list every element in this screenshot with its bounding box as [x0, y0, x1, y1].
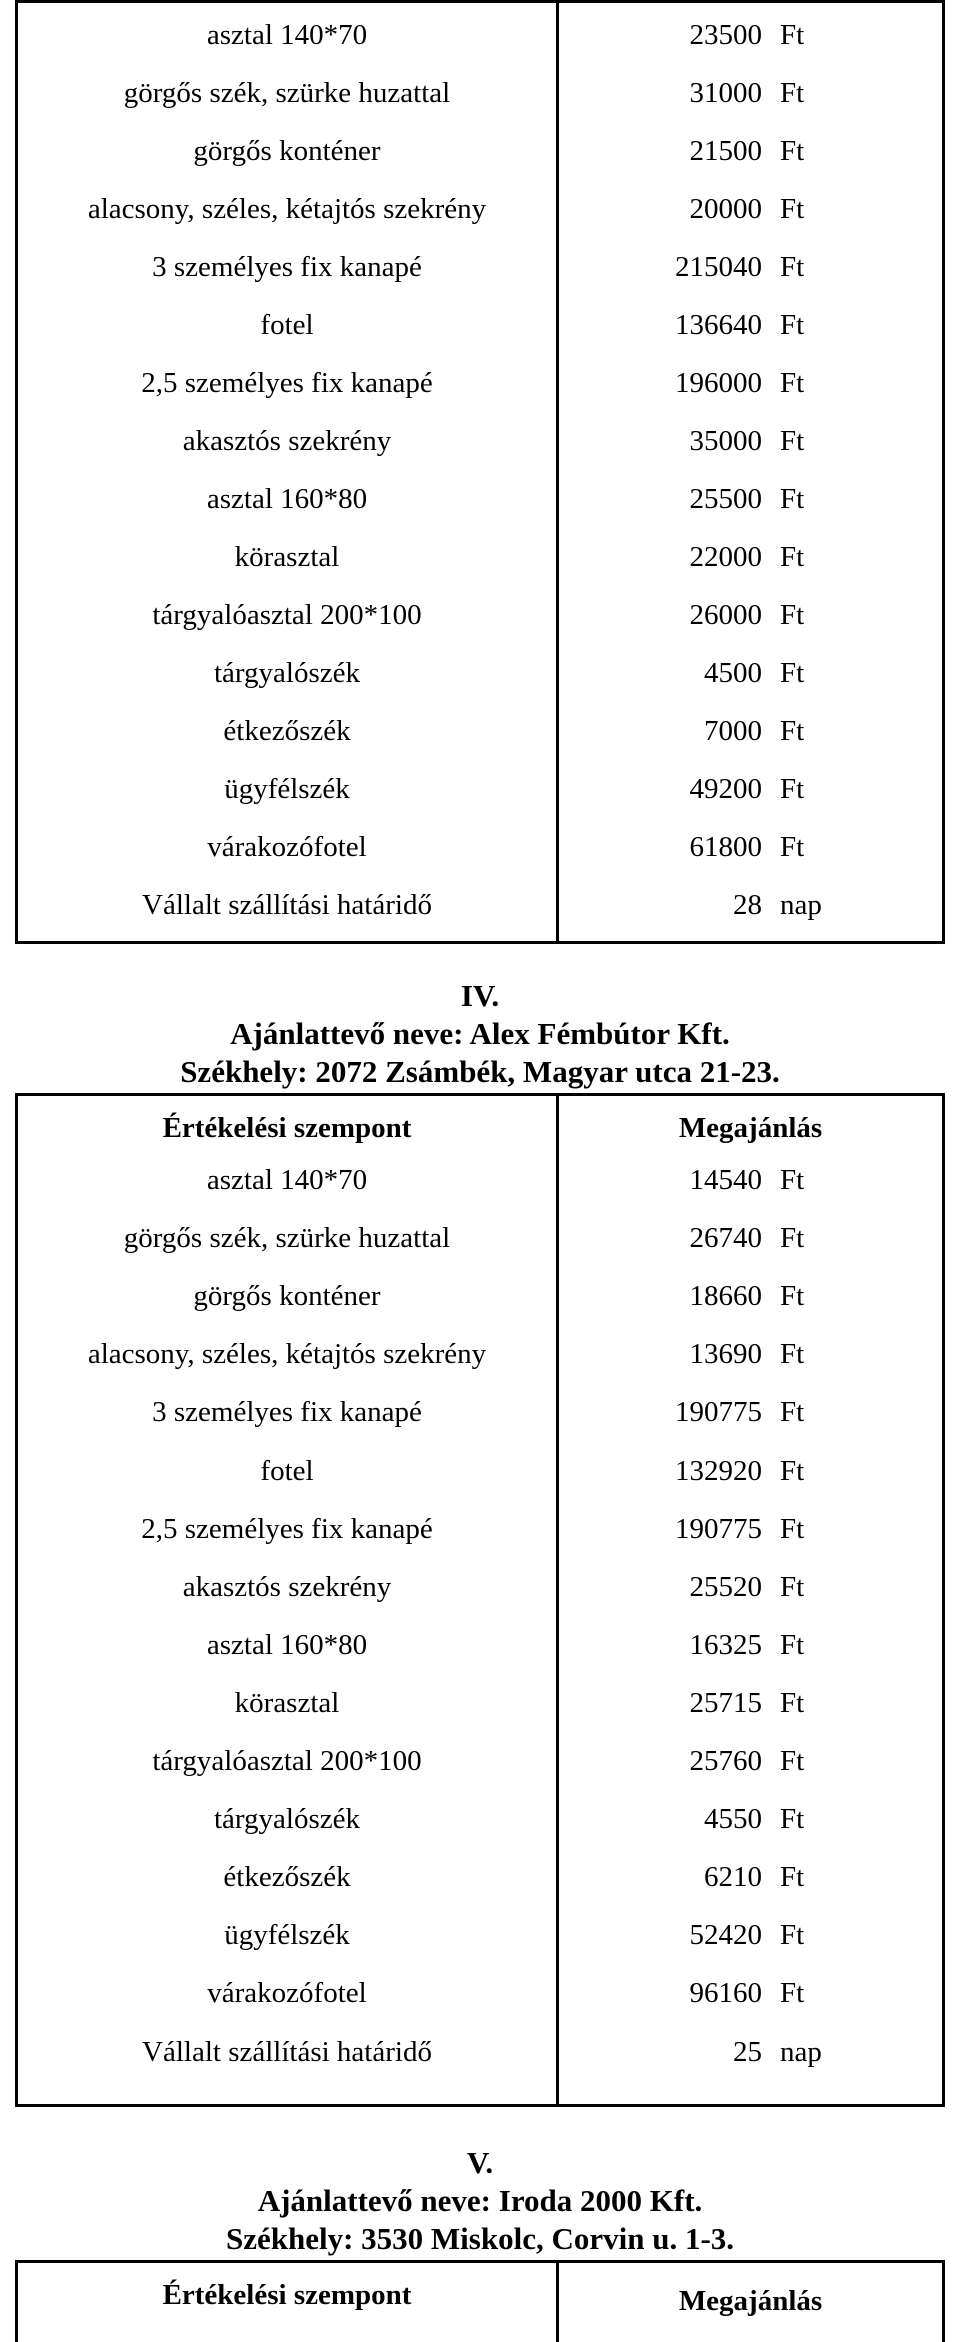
offer-value: 196000 [675, 367, 762, 399]
criterion-label: tárgyalóasztal 200*100 [152, 1745, 422, 1777]
offer-value: 20000 [689, 193, 762, 225]
criterion-label: körasztal [234, 1686, 340, 1719]
criterion-label: fotel [260, 1454, 314, 1487]
offer-value: 7000 [704, 715, 762, 747]
criterion-label: Vállalt szállítási határidő [142, 2035, 432, 2068]
offer-value: 28 [733, 889, 762, 921]
offer-unit: Ft [780, 193, 805, 225]
criterion-label: asztal 140*70 [206, 1164, 368, 1196]
offer-value: 16325 [689, 1628, 762, 1661]
offer-value: 21500 [689, 135, 762, 167]
table-row [18, 122, 942, 180]
table-row [18, 818, 942, 876]
offer-unit: Ft [780, 773, 805, 805]
criterion-label: 3 személyes fix kanapé [152, 251, 422, 283]
offer-unit: Ft [780, 1454, 805, 1487]
offer-value: 190775 [675, 1396, 762, 1429]
criterion-label: tárgyalószék [213, 657, 361, 689]
table-row [18, 1964, 942, 2022]
table-row [18, 1325, 942, 1383]
offer-value: 25760 [689, 1745, 762, 1777]
offer-value: 4500 [704, 657, 762, 689]
header-criterion: Értékelési szempont [162, 2279, 412, 2311]
offer-value: 96160 [689, 1977, 762, 2010]
offer-value: 14540 [689, 1164, 762, 1196]
offer-unit: Ft [780, 541, 805, 573]
table-row [18, 1906, 942, 1964]
offer-value: 25520 [689, 1570, 762, 1603]
offer-unit: Ft [780, 1861, 805, 1894]
offer-value: 52420 [689, 1919, 762, 1952]
offer-unit: Ft [780, 425, 805, 457]
offer-unit: Ft [780, 1512, 805, 1545]
table-row [18, 1383, 942, 1441]
criterion-label: asztal 140*70 [206, 19, 368, 51]
criterion-label: görgős szék, szürke huzattal [123, 77, 451, 109]
offer-value: 6210 [704, 1861, 762, 1894]
criterion-label: 2,5 személyes fix kanapé [141, 367, 433, 399]
criterion-label: étkezőszék [223, 715, 351, 747]
table-row [18, 760, 942, 818]
offer-unit: Ft [780, 1164, 805, 1196]
bidder-seat: Székhely: 3530 Miskolc, Corvin u. 1-3. [225, 2221, 735, 2256]
table-row [18, 470, 942, 528]
table-row [18, 1732, 942, 1790]
criterion-label: tárgyalóasztal 200*100 [152, 599, 422, 631]
table-row [18, 2023, 942, 2081]
table-row [18, 1674, 942, 1732]
table-row [18, 64, 942, 122]
criterion-label: görgős konténer [193, 1280, 381, 1313]
offer-unit: Ft [780, 1919, 805, 1952]
criterion-label: 3 személyes fix kanapé [152, 1396, 422, 1429]
offer-unit: Ft [780, 1745, 805, 1777]
table-row [18, 1790, 942, 1848]
section-number: V. [466, 2145, 494, 2180]
offer-value: 13690 [689, 1338, 762, 1371]
criterion-label: akasztós szekrény [182, 425, 392, 457]
table-row [18, 238, 942, 296]
criterion-label: alacsony, széles, kétajtós szekrény [87, 1338, 487, 1371]
offer-value: 31000 [689, 77, 762, 109]
header-offer: Megajánlás [678, 2285, 823, 2317]
offer-unit: Ft [780, 1803, 805, 1836]
offer-value: 25715 [689, 1686, 762, 1719]
criterion-label: fotel [260, 309, 314, 341]
table-row [18, 1442, 942, 1500]
table-header [18, 2263, 942, 2342]
offer-unit: Ft [780, 599, 805, 631]
offer-value: 25 [733, 2035, 762, 2068]
table-row [18, 876, 942, 934]
offer-table-iv [15, 1093, 945, 2107]
offer-unit: Ft [780, 251, 805, 283]
table-row [18, 1151, 942, 1209]
previous-offer-table [15, 0, 945, 944]
offer-unit: Ft [780, 1570, 805, 1603]
offer-value: 26000 [689, 599, 762, 631]
table-row [18, 1848, 942, 1906]
offer-table-v [15, 2260, 945, 2342]
offer-unit: Ft [780, 367, 805, 399]
offer-unit: nap [780, 889, 822, 921]
criterion-label: várakozófotel [207, 831, 367, 863]
criterion-label: asztal 160*80 [206, 483, 368, 515]
criterion-label: alacsony, széles, kétajtós szekrény [87, 193, 487, 225]
offer-unit: Ft [780, 77, 805, 109]
offer-value: 18660 [689, 1280, 762, 1313]
bidder-seat: Székhely: 2072 Zsámbék, Magyar utca 21-23. [180, 1054, 780, 1089]
offer-value: 132920 [675, 1454, 762, 1487]
criterion-label: várakozófotel [207, 1977, 367, 2010]
offer-unit: Ft [780, 715, 805, 747]
offer-unit: Ft [780, 135, 805, 167]
offer-value: 190775 [675, 1512, 762, 1545]
offer-unit: nap [780, 2035, 822, 2068]
offer-value: 23500 [689, 19, 762, 51]
offer-value: 22000 [689, 541, 762, 573]
offer-unit: Ft [780, 1222, 805, 1255]
criterion-label: Vállalt szállítási határidő [142, 889, 432, 921]
offer-unit: Ft [780, 1628, 805, 1661]
offer-unit: Ft [780, 19, 805, 51]
table-row [18, 354, 942, 412]
criterion-label: tárgyalószék [213, 1803, 361, 1836]
criterion-label: ügyfélszék [224, 773, 350, 805]
table-row [18, 644, 942, 702]
table-row [18, 1267, 942, 1325]
criterion-label: 2,5 személyes fix kanapé [141, 1512, 433, 1545]
criterion-label: ügyfélszék [224, 1919, 350, 1952]
table-row [18, 1500, 942, 1558]
table-row [18, 702, 942, 760]
bidder-name: Ajánlattevő neve: Alex Fémbútor Kft. [230, 1016, 730, 1051]
offer-unit: Ft [780, 1686, 805, 1719]
header-offer: Megajánlás [678, 1112, 823, 1144]
offer-unit: Ft [780, 1338, 805, 1371]
offer-unit: Ft [780, 657, 805, 689]
offer-value: 136640 [675, 309, 762, 341]
offer-value: 35000 [689, 425, 762, 457]
offer-value: 49200 [689, 773, 762, 805]
table-row [18, 528, 942, 586]
offer-value: 25500 [689, 483, 762, 515]
table-row [18, 1616, 942, 1674]
offer-unit: Ft [780, 831, 805, 863]
table-row [18, 296, 942, 354]
offer-value: 61800 [689, 831, 762, 863]
criterion-label: görgős konténer [193, 135, 381, 167]
table-row [18, 180, 942, 238]
section-number: IV. [460, 978, 500, 1013]
offer-value: 215040 [675, 251, 762, 283]
table-row [18, 586, 942, 644]
table-row [18, 6, 942, 64]
table-row [18, 1209, 942, 1267]
offer-unit: Ft [780, 309, 805, 341]
offer-unit: Ft [780, 1396, 805, 1429]
criterion-label: étkezőszék [223, 1861, 351, 1894]
criterion-label: akasztós szekrény [182, 1570, 392, 1603]
bidder-name: Ajánlattevő neve: Iroda 2000 Kft. [257, 2183, 703, 2218]
offer-unit: Ft [780, 483, 805, 515]
table-row [18, 1558, 942, 1616]
criterion-label: görgős szék, szürke huzattal [123, 1222, 451, 1255]
offer-unit: Ft [780, 1977, 805, 2010]
offer-value: 26740 [689, 1222, 762, 1255]
offer-value: 4550 [704, 1803, 762, 1836]
table-row [18, 412, 942, 470]
criterion-label: asztal 160*80 [206, 1628, 368, 1661]
header-criterion: Értékelési szempont [162, 1112, 412, 1144]
offer-unit: Ft [780, 1280, 805, 1313]
criterion-label: körasztal [234, 541, 340, 573]
